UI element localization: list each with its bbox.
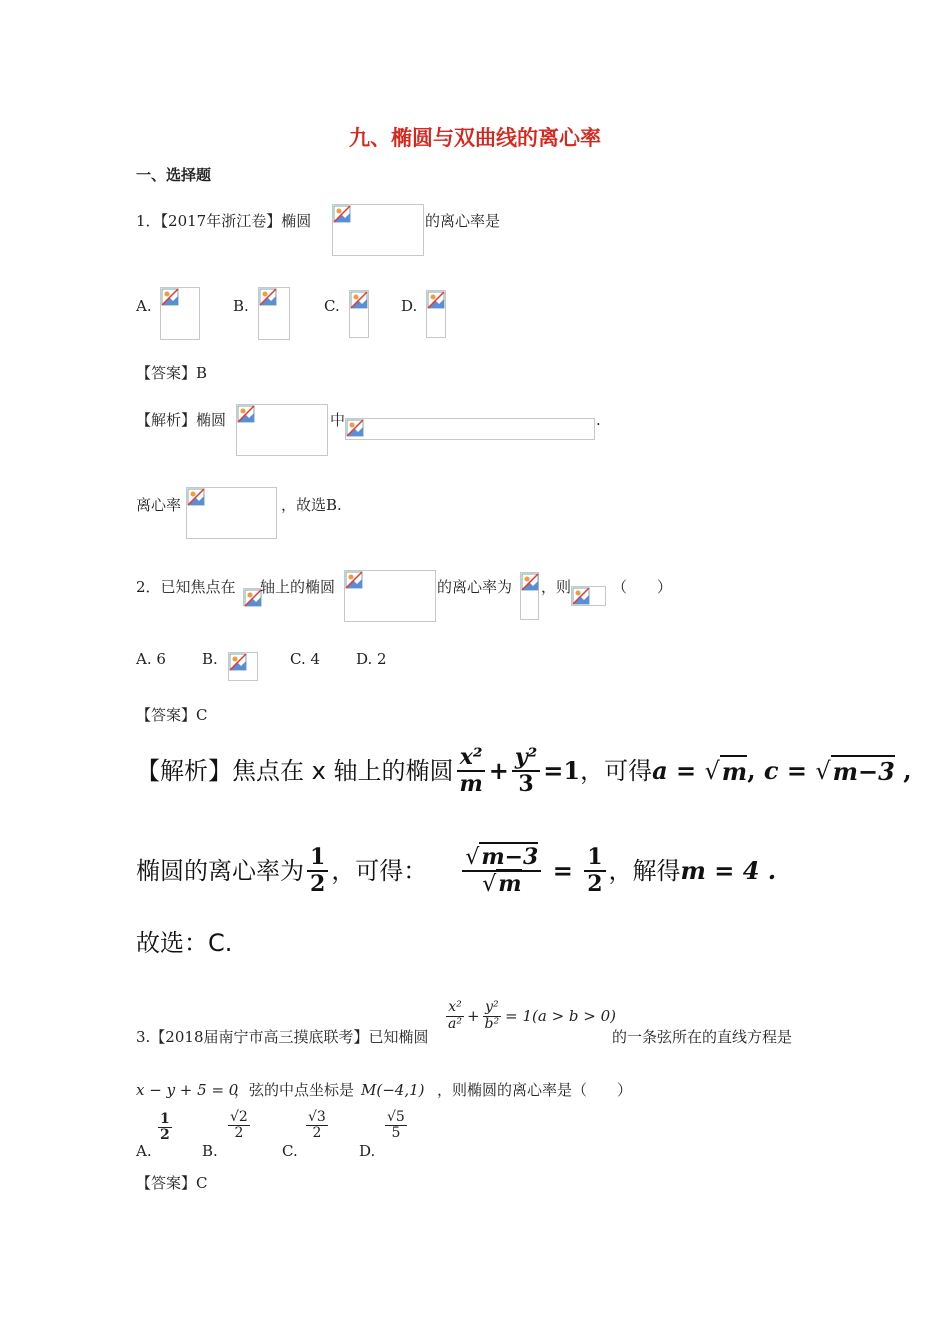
q2-option-b-label: B. bbox=[202, 650, 218, 668]
sqrt-content: m−3 bbox=[481, 843, 539, 870]
q3-option-b-label: B. bbox=[202, 1142, 218, 1160]
q2-sqrt-m-minus-3: m−3 bbox=[832, 757, 895, 786]
q3-option-c-value bbox=[306, 1110, 328, 1142]
broken-image-icon bbox=[345, 571, 363, 589]
frac-numerator: y² bbox=[485, 999, 499, 1016]
q1-option-a-image bbox=[160, 287, 200, 340]
q3-frac-x2-a2 bbox=[446, 1000, 464, 1032]
broken-image-icon bbox=[229, 653, 247, 671]
q2-frac-y2-3 bbox=[512, 745, 540, 798]
q1-option-c-image bbox=[349, 290, 369, 338]
q2-ellipse-image bbox=[344, 570, 436, 622]
q2-analysis-line2: 椭圆的离心率为 $\frac{1}{2}$ ，可得： $\frac{√m-3}{√m}$ = $\frac{1}{2}$ ，解得 m = 4 . bbox=[136, 843, 777, 897]
q2-result: m = 4 . bbox=[680, 856, 777, 885]
frac-numerator: √m−3 bbox=[462, 845, 541, 872]
section-heading: 一、选择题 bbox=[136, 166, 212, 184]
q3-stem-3: ，则椭圆的离心率是（ ） bbox=[437, 1081, 633, 1099]
page-title: 九、椭圆与双曲线的离心率 bbox=[349, 126, 601, 150]
q3-option-c-label: C. bbox=[282, 1142, 298, 1160]
q2-analysis2-text: 椭圆的离心率为 bbox=[136, 857, 304, 885]
q1-analysis-end: . bbox=[596, 411, 601, 429]
q2-frac-half-2 bbox=[584, 845, 605, 898]
q1-ecc-image bbox=[186, 487, 277, 539]
q2-var-c: c bbox=[763, 756, 779, 785]
q1-ecc-label: 离心率 bbox=[136, 496, 182, 514]
q3-ellipse-equation: $\frac{\text{x²}}{\text{a²}}$ + $\frac{\text{y²}}{\text{b²}}$ = 1(a > b > 0) bbox=[448, 999, 617, 1032]
q1-option-c-label: C. bbox=[324, 297, 340, 315]
broken-image-icon bbox=[187, 488, 205, 506]
frac-numerator: 1 bbox=[307, 845, 328, 872]
q1-option-a-label: A. bbox=[136, 297, 152, 315]
q1-stem-suffix: 的离心率是 bbox=[425, 212, 501, 230]
frac-denominator: m bbox=[459, 771, 483, 797]
q2-frac-sqrt-ratio bbox=[462, 845, 541, 898]
q1-analysis-ellipse-image bbox=[236, 404, 328, 456]
q2-stem-d: ，则 bbox=[541, 578, 572, 596]
q3-frac-y2-b2 bbox=[483, 1000, 502, 1032]
q1-option-d-label: D. bbox=[401, 297, 418, 315]
frac-denominator: b² bbox=[484, 1015, 500, 1032]
q3-line-equation: x − y + 5 = 0 bbox=[136, 1081, 239, 1099]
frac-numerator: √5 bbox=[387, 1109, 405, 1125]
broken-image-icon bbox=[521, 573, 539, 591]
q1-option-b-label: B. bbox=[233, 297, 249, 315]
q2-option-a: A. 6 bbox=[136, 650, 166, 668]
frac-numerator: √2 bbox=[230, 1109, 248, 1125]
q3-stem-suffix: 的一条弦所在的直线方程是 bbox=[612, 1028, 793, 1046]
frac-numerator: x² bbox=[448, 999, 462, 1016]
q2-stem-a: 2．已知焦点在 bbox=[136, 578, 236, 596]
option-fraction bbox=[385, 1110, 407, 1142]
q2-analysis2-mid: ，可得： bbox=[331, 857, 428, 885]
frac-denominator: 5 bbox=[391, 1125, 401, 1142]
q2-option-c: C. 4 bbox=[290, 650, 321, 668]
q3-midpoint: M(−4,1) bbox=[361, 1081, 425, 1099]
q2-option-b-image bbox=[228, 652, 258, 681]
frac-denominator: 2 bbox=[312, 1125, 322, 1142]
q2-axis-var-image bbox=[243, 588, 261, 606]
q3-option-a-value bbox=[158, 1112, 172, 1144]
q2-option-d: D. 2 bbox=[356, 650, 387, 668]
q1-stem-prefix: 1．【2017年浙江卷】椭圆 bbox=[136, 212, 312, 230]
q1-ellipse-equation-image bbox=[332, 204, 424, 256]
q3-ellipse-rhs: = 1(a > b > 0) bbox=[505, 1007, 617, 1025]
q2-stem-e: （ ） bbox=[612, 578, 673, 596]
q2-ecc-value-image bbox=[520, 572, 539, 620]
broken-image-icon bbox=[237, 405, 255, 423]
q2-analysis2-solve: ，解得 bbox=[608, 857, 681, 885]
broken-image-icon bbox=[350, 291, 368, 309]
q2-frac-x2-m bbox=[456, 745, 485, 798]
option-fraction bbox=[306, 1110, 328, 1142]
q1-option-d-image bbox=[426, 290, 446, 338]
broken-image-icon bbox=[333, 205, 351, 223]
frac-numerator: y² bbox=[512, 745, 540, 772]
q3-option-a-label: A. bbox=[136, 1142, 152, 1160]
q2-var-a: a bbox=[652, 756, 668, 785]
q2-analysis1-mid: ，可得 bbox=[580, 757, 653, 785]
q2-frac-half bbox=[307, 845, 328, 898]
broken-image-icon bbox=[427, 291, 445, 309]
option-fraction bbox=[158, 1112, 172, 1144]
frac-denominator: 2 bbox=[234, 1125, 244, 1142]
q1-analysis-label: 【解析】椭圆 bbox=[136, 411, 227, 429]
frac-denominator: 3 bbox=[518, 771, 534, 797]
broken-image-icon bbox=[259, 288, 277, 306]
frac-numerator: 1 bbox=[160, 1111, 170, 1127]
q2-answer: 【答案】C bbox=[136, 706, 208, 724]
q3-answer: 【答案】C bbox=[136, 1174, 208, 1192]
q3-option-d-label: D. bbox=[359, 1142, 376, 1160]
frac-denominator: √m bbox=[482, 871, 522, 897]
q2-sqrt-m: m bbox=[721, 757, 748, 786]
frac-numerator: x² bbox=[457, 745, 486, 772]
q3-option-d-value bbox=[385, 1110, 407, 1142]
q2-m-image bbox=[571, 586, 606, 606]
frac-denominator: 2 bbox=[587, 871, 603, 897]
q1-analysis-mid: 中 bbox=[330, 411, 346, 429]
q1-analysis-params-image bbox=[345, 418, 595, 440]
q2-conclusion: 故选：C. bbox=[136, 929, 233, 957]
frac-numerator: √3 bbox=[308, 1109, 326, 1125]
q3-option-b-value bbox=[228, 1110, 250, 1142]
frac-denominator: a² bbox=[448, 1015, 462, 1032]
q3-stem-prefix: 3.【2018届南宁市高三摸底联考】已知椭圆 bbox=[136, 1028, 429, 1046]
q3-stem-2: ，弦的中点坐标是 bbox=[234, 1081, 355, 1099]
frac-denominator: 2 bbox=[310, 871, 326, 897]
frac-denominator: 2 bbox=[160, 1127, 170, 1144]
broken-image-icon bbox=[572, 587, 590, 605]
q2-analysis-line1: 【解析】焦点在 x 轴上的椭圆 $\frac{\text{x²}}{m}$ + $\frac{\text{y²}}{3}$ =1 ，可得 a = √ m , c = √ m−3 , bbox=[136, 743, 912, 797]
broken-image-icon bbox=[346, 419, 364, 437]
q1-option-b-image bbox=[258, 287, 290, 340]
broken-image-icon bbox=[161, 288, 179, 306]
q2-stem-b: 轴上的椭圆 bbox=[260, 578, 336, 596]
option-fraction bbox=[228, 1110, 250, 1142]
frac-numerator: 1 bbox=[584, 845, 605, 872]
q2-stem-c: 的离心率为 bbox=[437, 578, 513, 596]
q2-eq-one: =1 bbox=[543, 756, 581, 785]
sqrt-content: m bbox=[498, 871, 522, 897]
q1-answer: 【答案】B bbox=[136, 364, 208, 382]
q2-analysis1-text: 【解析】焦点在 x 轴上的椭圆 bbox=[136, 757, 454, 785]
q1-ecc-suffix: ，故选B. bbox=[281, 496, 342, 514]
